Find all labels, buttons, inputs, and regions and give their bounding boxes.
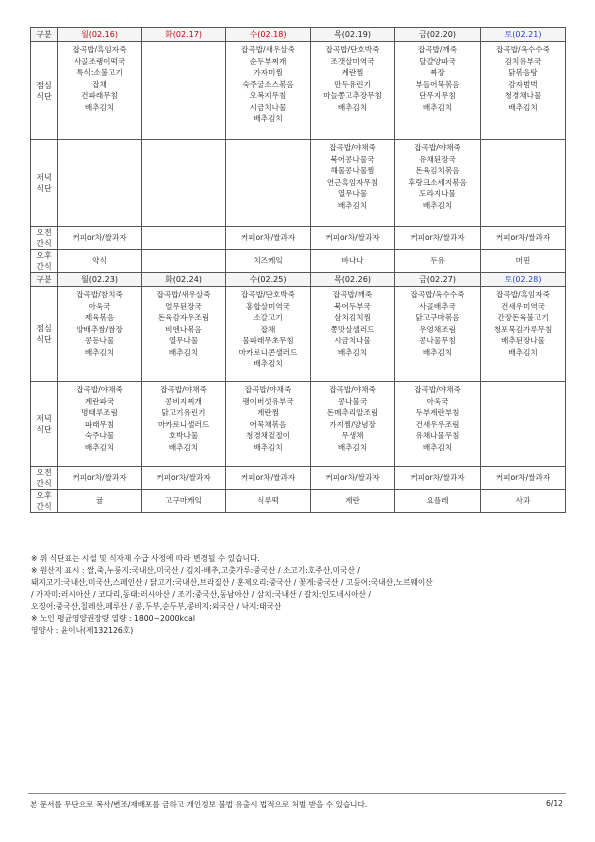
snack-cell: 바나나 (311, 250, 395, 273)
copyright-notice: 본 문서를 무단으로 복사/변조/재배포를 금하고 개인정보 불법 유출시 법적으로 처벌 받을 수 있습니다. (30, 800, 368, 809)
menu-cell (311, 140, 395, 227)
menu-cell (142, 42, 226, 140)
snack-cell: 계란 (311, 490, 395, 513)
snack-cell (142, 250, 226, 273)
snack-cell: 커피or차/쌀과자 (311, 227, 395, 250)
menu-cell (226, 382, 311, 467)
menu-item: 배추김치 (422, 102, 453, 112)
page-number: 6/12 (545, 799, 563, 808)
menu-item: 도라지나물 (419, 189, 456, 198)
menu-cell (481, 287, 566, 382)
corner-label: 구분 (31, 273, 58, 287)
row-label (31, 382, 58, 467)
menu-item: 배추김치 (422, 442, 453, 452)
menu-cell (481, 382, 566, 467)
menu-item: 계란찜 (341, 68, 364, 77)
lunch-row (31, 287, 566, 382)
menu-item: 아욱국 (426, 396, 449, 406)
menu-cell (311, 287, 395, 382)
menu-item: 시금치나물 (249, 102, 287, 112)
menu-item: 돈육김치볶음 (415, 166, 460, 175)
menu-item: 청포묵김가루무침 (493, 324, 553, 334)
menu-item: 양배추쌈/쌈장 (76, 324, 123, 334)
menu-cell (58, 42, 142, 140)
snack-cell: 커피or차/쌀과자 (481, 467, 566, 490)
menu-item: 잡곡밥/새우살죽 (156, 290, 211, 299)
note-line: 영양사 : 윤이나(제132126호) (31, 626, 134, 635)
snack-cell: 두유 (395, 250, 481, 273)
menu-cell (481, 140, 566, 227)
menu-item: 명태루조림 (81, 408, 118, 417)
menu-item: 배추김치 (508, 347, 538, 357)
menu-item: 배추김치 (508, 102, 538, 112)
menu-item: 배추김치 (253, 359, 283, 368)
menu-item: 닭볶음탕 (508, 68, 538, 77)
snack-cell: 귤 (58, 490, 142, 513)
snack-cell: 약식 (58, 250, 142, 273)
menu-item: 콩나물무침 (419, 336, 456, 345)
footer-divider (28, 793, 566, 794)
menu-item: 배추김치 (337, 102, 368, 112)
menu-item: 물파래무초무침 (242, 336, 294, 345)
menu-item: 만두유린기 (334, 79, 371, 89)
menu-item: 파래무침 (84, 419, 115, 429)
menu-cell (311, 382, 395, 467)
snack-cell: 머핀 (481, 250, 566, 273)
menu-item: 배추김치 (253, 442, 283, 452)
menu-item: 아욱국 (88, 301, 111, 311)
menu-item: 배추김치 (422, 200, 453, 210)
menu-item: 북어콩나물국 (330, 154, 375, 164)
menu-item: 부들어묵볶음 (415, 79, 460, 89)
row-label-line: 저녁 (36, 414, 52, 423)
menu-item: 잡곡밥/옥수수죽 (410, 290, 465, 299)
menu-item: 짜장 (430, 68, 445, 77)
menu-item: 김치유부국 (504, 56, 542, 66)
menu-cell (142, 140, 226, 227)
dinner-row (31, 382, 566, 467)
snack-cell: 커피or차/쌀과자 (481, 227, 566, 250)
menu-item: 잡곡밥/단호박죽 (241, 290, 295, 299)
menu-item: 두부계란부침 (415, 408, 460, 417)
menu-item: 건새우미역국 (500, 301, 545, 311)
menu-cell (226, 140, 311, 227)
menu-item: 소갈고기 (253, 313, 283, 322)
menu-item: 북어두부국 (334, 301, 371, 311)
menu-item: 배추김치 (168, 347, 199, 357)
menu-item: 청경채나물 (504, 91, 542, 100)
menu-item: 잡곡밥/흑임자죽 (72, 45, 127, 54)
row-label-line: 점심 (36, 80, 52, 90)
row-label (31, 490, 58, 513)
day-header: 화(02.24) (142, 273, 226, 287)
row-label-line: 오전 (36, 468, 52, 477)
menu-item: 우엉채조림 (419, 324, 456, 334)
menu-cell (311, 42, 395, 140)
row-label (31, 42, 58, 140)
menu-item: 잡곡밥/깨죽 (417, 45, 458, 54)
dinner-row (31, 140, 566, 227)
menu-item: 잡곡밥/깨죽 (332, 290, 373, 299)
day-header: 금(02.20) (395, 28, 481, 42)
menu-item: 배추김치 (253, 114, 283, 123)
menu-item: 얼무된장국 (165, 301, 202, 311)
weekly-menu-table (30, 27, 566, 513)
snack-cell: 사과 (481, 490, 566, 513)
row-label-line: 식단 (36, 91, 52, 101)
menu-item: 배추김치 (84, 347, 115, 357)
menu-item: 쫑맛살샐러드 (330, 324, 375, 334)
menu-item: 잡곡밥/야채죽 (414, 385, 461, 394)
menu-cell (142, 382, 226, 467)
menu-item: 특식:소불고기 (76, 68, 123, 77)
menu-item: 사골배추국 (419, 301, 456, 311)
menu-cell (395, 140, 481, 227)
menu-item: 삼치김치찜 (334, 313, 371, 322)
menu-item: 배추김치 (337, 442, 368, 452)
menu-item: 잡곡밥/야채죽 (160, 385, 207, 394)
snack-cell: 커피or차/쌀과자 (395, 227, 481, 250)
snack-cell: 커피or차/쌀과자 (142, 467, 226, 490)
row-label-line: 오전 (36, 228, 52, 237)
menu-item: 계란찜 (256, 408, 279, 417)
row-label-line: 저녁 (36, 173, 52, 182)
menu-cell (58, 287, 142, 382)
menu-item: 배추된장나물 (500, 336, 545, 345)
menu-item: 후랑크소세지볶음 (408, 177, 467, 187)
menu-item: 잡곡밥/옥수수죽 (496, 45, 550, 54)
note-line: ※ 위 식단표는 시설 및 식자재 수급 사정에 따라 변경될 수 있습니다. (31, 554, 260, 563)
menu-item: 닭고구마볶음 (415, 313, 460, 322)
am-snack-row (31, 467, 566, 490)
menu-item: 시금치나물 (334, 336, 371, 345)
menu-item: 호박나물 (168, 431, 199, 440)
menu-item: 마늘쫑고추장무침 (323, 91, 382, 100)
menu-item: 가자미찜 (253, 68, 283, 77)
snack-cell: 식루떡 (226, 490, 311, 513)
menu-item: 열무나물 (168, 336, 199, 345)
day-header: 토(02.21) (481, 28, 566, 42)
menu-item: 계란파국 (84, 396, 115, 406)
row-label (31, 250, 58, 273)
menu-item: 콩나물국 (337, 396, 368, 406)
menu-item: 돈메추리알조림 (326, 408, 379, 417)
menu-cell (58, 382, 142, 467)
corner-label: 구분 (31, 28, 58, 42)
note-line: 돼지고기:국내산,미국산,스페인산 / 닭고기:국내산,브라질산 / 훈제오리:중국산 / 꽃게:중국산 / 고등어:국내산,노르웨이산 (31, 578, 433, 587)
menu-item: 잡곡밥/단호박죽 (325, 45, 380, 54)
menu-item: 가지찜/양념장 (329, 419, 376, 429)
menu-cell (395, 287, 481, 382)
menu-cell (226, 287, 311, 382)
menu-item: 열무나물 (337, 189, 368, 198)
menu-item: 숙주굴소스볶음 (242, 79, 294, 89)
menu-item: 유채된장국 (419, 154, 456, 164)
menu-item: 잡채 (260, 324, 276, 334)
menu-item: 조갯살미역국 (330, 56, 375, 66)
pm-snack-row (31, 490, 566, 513)
snack-cell: 커피or차/쌀과자 (311, 467, 395, 490)
menu-item: 감자범벅 (508, 79, 538, 89)
menu-item: 단무지무침 (419, 91, 456, 100)
menu-item: 연근흑임자무침 (326, 177, 379, 187)
menu-item: 잡곡밥/야채죽 (329, 385, 376, 394)
menu-cell (395, 382, 481, 467)
row-label-line: 간식 (36, 262, 52, 271)
menu-item: 제육볶음 (84, 313, 115, 322)
row-label-line: 식단 (36, 425, 52, 434)
menu-item: 잡곡밥/야채죽 (329, 143, 376, 152)
menu-item: 잡채 (92, 79, 107, 89)
am-snack-row (31, 227, 566, 250)
menu-item: 팽이버섯유부국 (242, 396, 294, 406)
row-label (31, 467, 58, 490)
snack-cell: 커피or차/쌀과자 (226, 467, 311, 490)
menu-item: 숙주나물 (84, 431, 115, 440)
menu-item: 건파래무침 (81, 91, 118, 100)
menu-item: 무생채 (341, 431, 364, 440)
note-line: ※ 원산지 표시 : 쌀,죽,누룽지:국내산,미국산 / 김치-배추,고춧가루:중국산 / 소고기:호주산,미국산 / (31, 566, 360, 575)
row-label-line: 간식 (36, 479, 52, 488)
note-line: 오징어:중국산,칠레산,페루산 / 콩,두부,순두부,콩비지:외국산 / 낙지:태국산 (31, 602, 282, 611)
pm-snack-row (31, 250, 566, 273)
row-label-line: 간식 (36, 502, 52, 511)
row-label-line: 오후 (36, 251, 52, 260)
menu-item: 배추김치 (84, 102, 115, 112)
menu-cell (142, 287, 226, 382)
day-header: 수(02.18) (226, 28, 311, 42)
row-label-line: 식단 (36, 184, 52, 193)
snack-cell: 고구마케잌 (142, 490, 226, 513)
menu-cell (58, 140, 142, 227)
menu-item: 배추김치 (84, 442, 115, 452)
note-line: / 가자미:러시아산 / 코다리,동태:러시아산 / 조기:중국산,동남아산 / 삼치:국내산 / 갈치:인도네시아산 / (31, 590, 372, 599)
menu-item: 잡곡밥/새우살죽 (241, 45, 295, 54)
day-header: 목(02.26) (311, 273, 395, 287)
menu-item: 비엔나볶음 (165, 324, 202, 334)
menu-item: 배추김치 (168, 442, 199, 452)
menu-item: 순두부찌개 (249, 56, 287, 66)
lunch-row (31, 42, 566, 140)
row-label-line: 오후 (36, 491, 52, 500)
menu-item: 어묵채볶음 (249, 419, 287, 429)
snack-cell: 커피or차/쌀과자 (58, 227, 142, 250)
day-header: 화(02.17) (142, 28, 226, 42)
row-label (31, 227, 58, 250)
row-label (31, 140, 58, 227)
menu-item: 마카로니콘샐러드 (238, 347, 298, 357)
menu-item: 홍합살미역국 (245, 301, 290, 311)
snack-cell: 치즈케잌 (226, 250, 311, 273)
menu-item: 청경채겉절이 (245, 431, 290, 440)
menu-item: 잡곡밥/야채죽 (244, 385, 292, 394)
menu-item: 배추김치 (337, 200, 368, 210)
snack-cell: 요플레 (395, 490, 481, 513)
row-label-line: 간식 (36, 239, 52, 248)
menu-item: 사골조랭이떡국 (73, 56, 126, 66)
row-label (31, 287, 58, 382)
menu-item: 간장돈육불고기 (497, 313, 549, 322)
menu-item: 잡곡밥/야채죽 (76, 385, 123, 394)
notes-section (31, 553, 565, 637)
menu-item: 돈육감자우조림 (157, 313, 210, 322)
menu-item: 배추김치 (422, 347, 453, 357)
snack-cell (142, 227, 226, 250)
day-header: 금(02.27) (395, 273, 481, 287)
row-label-line: 식단 (36, 335, 52, 344)
menu-item: 달걀양파국 (419, 56, 456, 66)
menu-item: 잡곡밥/야채죽 (414, 143, 461, 152)
day-header: 수(02.25) (226, 273, 311, 287)
menu-item: 콩등나물 (84, 336, 115, 345)
menu-item: 해물콩나물찜 (330, 166, 375, 175)
week2-header-row (31, 273, 566, 287)
menu-item: 콩비지찌개 (165, 396, 202, 406)
menu-item: 잡곡밥/참치죽 (76, 290, 123, 299)
day-header: 토(02.28) (481, 273, 566, 287)
menu-item: 마카로니샐러드 (157, 419, 210, 429)
snack-cell: 커피or차/쌀과자 (226, 227, 311, 250)
snack-cell: 커피or차/쌀과자 (395, 467, 481, 490)
week1-header-row (31, 28, 566, 42)
menu-cell (395, 42, 481, 140)
menu-item: 오복지무침 (249, 91, 287, 100)
menu-cell (481, 42, 566, 140)
menu-cell (226, 42, 311, 140)
snack-cell: 커피or차/쌀과자 (58, 467, 142, 490)
day-header: 월(02.16) (58, 28, 142, 42)
menu-item: 배추김치 (337, 347, 368, 357)
row-label-line: 점심 (36, 324, 52, 333)
day-header: 월(02.23) (58, 273, 142, 287)
note-line: ※ 노인 평균영양권장량 열량 : 1800~2000kcal (31, 614, 196, 623)
day-header: 목(02.19) (311, 28, 395, 42)
menu-item: 닭고기유린기 (161, 408, 206, 417)
menu-item: 건새우우조림 (415, 419, 460, 429)
menu-item: 잡곡밥/흑임자죽 (496, 290, 550, 299)
menu-item: 유채나물무침 (415, 431, 460, 440)
